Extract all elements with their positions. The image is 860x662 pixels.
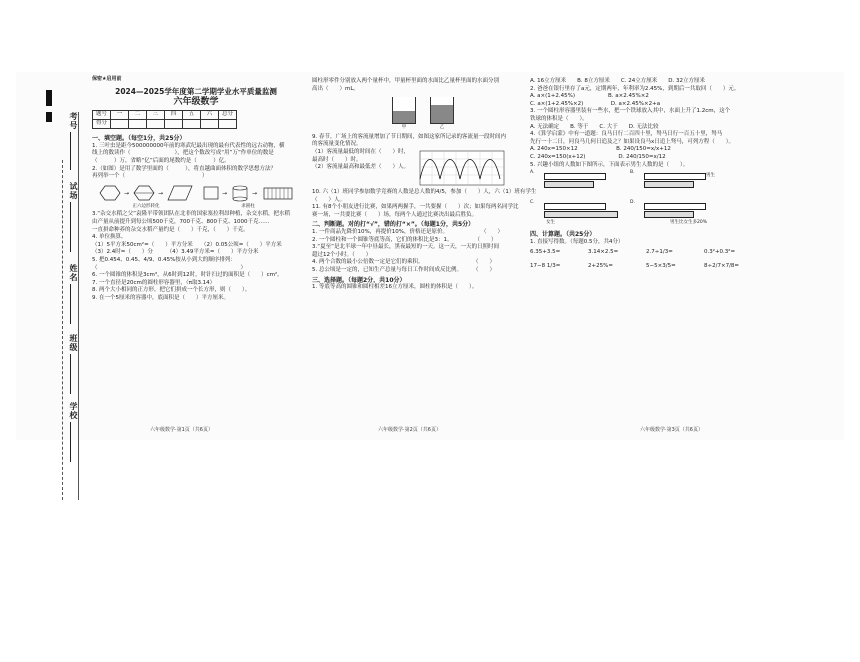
exam-title: 2024—2025学年度第二学期学业水平质量监测 <box>115 87 277 96</box>
page-footer: 六年级数学·第1页（共6页） <box>150 427 213 433</box>
question-text: 1. 直接写得数。（每题0.5分，共4分） <box>530 238 624 245</box>
question-text: 7. 一个直径是20cm的圆柱形容器里，（π取3.14） <box>92 279 216 286</box>
calc-item: 17−8 1/3= <box>530 262 561 269</box>
question-text: （1）5平方米50cm²=（ ）平方分米 （2）0.05公顷=（ ）平方米 <box>92 241 282 248</box>
registration-mark <box>46 90 52 106</box>
question-text: （ ）人。 <box>312 196 346 203</box>
question-text: A. 无法确定 B. 等于 C. 大于 D. 无法比较 <box>530 123 659 130</box>
field-label-exam-number: 考号 <box>69 112 78 130</box>
page-3 <box>530 78 740 271</box>
question-text: 2. 爸爸在银行里存了a元，定期两年，年利率为2.45%，到期后一共取回（ ）元。 <box>530 85 740 92</box>
fill-line <box>70 354 71 394</box>
field-label-name: 姓名 <box>69 264 78 282</box>
question-text: 高出（ ）mL。 <box>312 85 359 92</box>
registration-mark <box>46 112 52 122</box>
question-text: 5. 把0.454、0.45、4/9、0.45%按从小到大的顺序排列： <box>92 256 236 263</box>
fill-line <box>70 202 71 252</box>
bar-note: 男生 <box>706 173 715 179</box>
question-text: 的客流量变化情况。 <box>312 141 362 148</box>
bar-options-figure <box>530 169 734 229</box>
score-cell[interactable] <box>219 120 237 129</box>
section-heading: 二、判断题。对的打“√”，错的打“×”。（每题1分，共5分） <box>312 221 475 229</box>
score-header: 总分 <box>219 111 237 120</box>
svg-text:→: → <box>158 189 164 197</box>
question-text: 9. 在一个5厘米的容器中，底面积是（ ）平方厘米。 <box>92 294 229 301</box>
figure-caption: 求圆柱 <box>241 203 255 209</box>
question-text: （3）2.4时=（ ）分 （4）3.49平方米=（ ）平方分米 <box>92 249 259 256</box>
fill-line <box>70 422 71 462</box>
question-text: （1）客流量最低的时间在（ ）时，最高时（ ）时。 <box>312 148 410 163</box>
score-cell[interactable] <box>111 120 129 129</box>
binding-line <box>78 112 79 500</box>
score-table <box>92 110 237 129</box>
question-text: 4. 单位换算。 <box>92 234 127 241</box>
svg-text:→: → <box>124 189 130 197</box>
option-bar <box>644 181 694 188</box>
score-header: 题号 <box>93 111 111 120</box>
page-2 <box>312 78 537 292</box>
cup-label: 甲 <box>401 125 407 131</box>
figure-caption: 正六边形转化 <box>132 203 160 209</box>
option-label: C. <box>530 200 535 206</box>
field-label-exam-room: 试场 <box>69 182 78 200</box>
question-text: （2）客流量最高和最低差（ ）人。 <box>312 164 410 171</box>
calc-item: 6.35+3.5= <box>530 249 561 256</box>
question-text: （ ）万，省略“亿”后面的尾数约是（ ）亿。 <box>92 157 230 164</box>
section-heading: 三、选择题。（每题2分，共10分） <box>312 276 406 284</box>
score-header: 四 <box>165 111 183 120</box>
field-label-school: 学校 <box>69 402 78 420</box>
calc-item: 0.3²+0.3²= <box>704 249 736 256</box>
score-cell[interactable] <box>201 120 219 129</box>
question-text: C. a×(1+2.45%×2) D. a×2.45%×2+a <box>530 100 661 107</box>
option-label: A. <box>530 170 535 176</box>
question-text: 11. 有8个小朋友进行比赛，如果两两握手，一共要握（ ）次；如果每两名同学比 <box>312 204 519 211</box>
score-cell[interactable] <box>147 120 165 129</box>
score-cell[interactable] <box>165 120 183 129</box>
option-label: B. <box>630 170 635 176</box>
question-text: 再列举一个（ ） <box>92 173 208 180</box>
question-text: 先行一十二日，问良马几何日追及之？如果设良马x日追上驽马，可列方程（ ）。 <box>530 138 735 145</box>
score-header: 六 <box>201 111 219 120</box>
option-bar <box>644 203 706 210</box>
cup-yi <box>430 97 454 124</box>
calc-item: 3.14×2.5= <box>588 249 619 256</box>
binding-margin <box>16 72 92 440</box>
score-cell[interactable] <box>129 120 147 129</box>
question-text: 赛一场，一共要比赛（ ）场，每两个人通过比赛决出最后胜负。 <box>312 211 478 218</box>
cup-label: 乙 <box>439 125 445 131</box>
question-text: 1. 三叶虫是距今500000000年前的寒武纪最出现的最有代表性的远古动物，横 <box>92 142 285 149</box>
question-text: 4.《算学启蒙》中有一道题：良马日行二百四十里，驽马日行一百五十里，驽马 <box>530 131 723 138</box>
question-text: 一直拼命种养的杂交水稻产量约是（ ）千克，（ ）千克。 <box>92 226 249 233</box>
score-header: 五 <box>183 111 201 120</box>
question-text: 5. 兴趣小组的人数如下图所示，下面表示男生人数的是（ ）。 <box>530 161 689 168</box>
question-text: 2.（如图）是用了数学里面的（ ），将直越曲面体积的数学思想方法？ <box>92 165 277 172</box>
option-bar <box>544 181 594 188</box>
svg-text:→: → <box>222 189 228 197</box>
section-heading: 一、填空题。（每空1分，共25分） <box>92 135 186 143</box>
hexagon-transform-figure <box>98 184 194 202</box>
cut-line <box>62 160 63 500</box>
exam-subject: 六年级数学 <box>173 96 219 107</box>
option-bar <box>544 173 606 180</box>
question-text: 3.“杂交水稻之父”袁隆平带领团队在北非的国家塞拉利昂种植，杂交水稻，把水稻 <box>92 211 290 218</box>
score-header: 一 <box>111 111 129 120</box>
fill-line <box>70 132 71 170</box>
cylinder-transform-figure <box>200 184 296 202</box>
cup-jia <box>392 97 416 124</box>
calc-item: 5−5×3/5= <box>646 262 676 269</box>
calc-item: 2+25%= <box>588 262 613 269</box>
option-bar <box>544 203 606 210</box>
passenger-flow-chart <box>416 149 508 189</box>
score-header: 二 <box>129 111 147 120</box>
question-text: A. 16立方厘米 B. 8立方厘米 C. 24立方厘米 D. 32立方厘米 <box>530 78 705 84</box>
confidential-label: 保密★启用前 <box>92 76 122 82</box>
page-footer: 六年级数学·第3页（共6页） <box>640 427 703 433</box>
question-text: 1. 一件商品先降价10%，再提价10%，价格还是原价。 （ ） <box>312 228 503 235</box>
question-text: C. 240x=150(x+12) D. 240/150=x/12 <box>530 153 666 160</box>
page-footer: 六年级数学·第2页（共6页） <box>378 427 441 433</box>
question-text: 2. 一个圆柱和一个圆锥等底等高，它们的体积比是3：1。 （ ） <box>312 236 497 243</box>
question-text: 4. 两个合数的最小公倍数一定是它们的乘积。 （ ） <box>312 259 495 266</box>
option-label: D. <box>630 200 635 206</box>
question-text: 5. 总公顷是一定的，已知生产总量与每日工作时间成反比例。 （ ） <box>312 266 495 273</box>
calc-item: 8÷2/7×7/8= <box>704 262 740 269</box>
fill-line <box>70 284 71 324</box>
calc-item: 2.7÷1/3= <box>646 249 673 256</box>
question-text: A. a×(1+2.45%) B. a×2.45%×2 <box>530 93 649 100</box>
question-text: 9. 春节，广场上的客流量增加了节日期间，如图这家所记录的客流量一段时间内 <box>312 133 506 140</box>
question-text: 线上的数读作（ ），把这个数改写成“用”万”作单位的数是 <box>92 150 274 157</box>
option-bar <box>644 173 706 180</box>
measuring-cups-figure <box>392 97 512 132</box>
bar-note: 女生 <box>546 220 555 226</box>
field-label-class: 班级 <box>69 334 78 352</box>
question-text: A. 240x=150×12 B. 240/150=x/x+12 <box>530 146 671 153</box>
bar-note: 男生比女生多20% <box>670 220 708 226</box>
question-text: 铁球的体积是（ ）。 <box>530 115 588 122</box>
option-bar <box>544 211 618 218</box>
section-heading: 四、计算题。（共25分） <box>530 231 596 239</box>
question-text: 1. 等底等高的圆锥和圆柱相差16立方厘米，圆柱的体积是（ ）。 <box>312 284 478 291</box>
question-text: 超过12个小时。（ ） <box>312 251 372 258</box>
score-label: 得分 <box>93 120 111 129</box>
question-text: 10. 六（1）班同学参加数学竞赛的人数是总人数的4/5，参加（ ）人，六（1）班有学生 <box>312 188 537 195</box>
question-text: 3. 一个圆柱形容器里装有一些水，把一个铁球放入其中，水面上升了1.2cm，这个 <box>530 108 731 115</box>
question-text: 圆柱形零件分别放入两个量杯中，甲量杯里面的水面比乙量杯里面的水面分别 <box>312 78 500 84</box>
shape-transformation-figure <box>98 184 300 202</box>
page-1 <box>92 78 300 302</box>
svg-text:→: → <box>252 189 258 197</box>
option-bar <box>644 211 694 218</box>
question-text: 由产量从前提升到每公顷500千克，700千克、800千克、1000千克…… <box>92 218 270 225</box>
question-text: 8. 两个大小相同的正方形，把它们拼成一个长方形，则（ ）。 <box>92 287 251 294</box>
question-text: 6. 一个圆锥的体积是3cm³，从6时到12时，时针扫过的面积是（ ）cm²。 <box>92 272 283 279</box>
score-header: 三 <box>147 111 165 120</box>
score-cell[interactable] <box>183 120 201 129</box>
question-text: 3.“夏至”是北半球一年中昼最长，黑夜最短的一天。这一天，一天的日照时间 <box>312 244 499 251</box>
question-text: （ ） <box>92 264 247 271</box>
